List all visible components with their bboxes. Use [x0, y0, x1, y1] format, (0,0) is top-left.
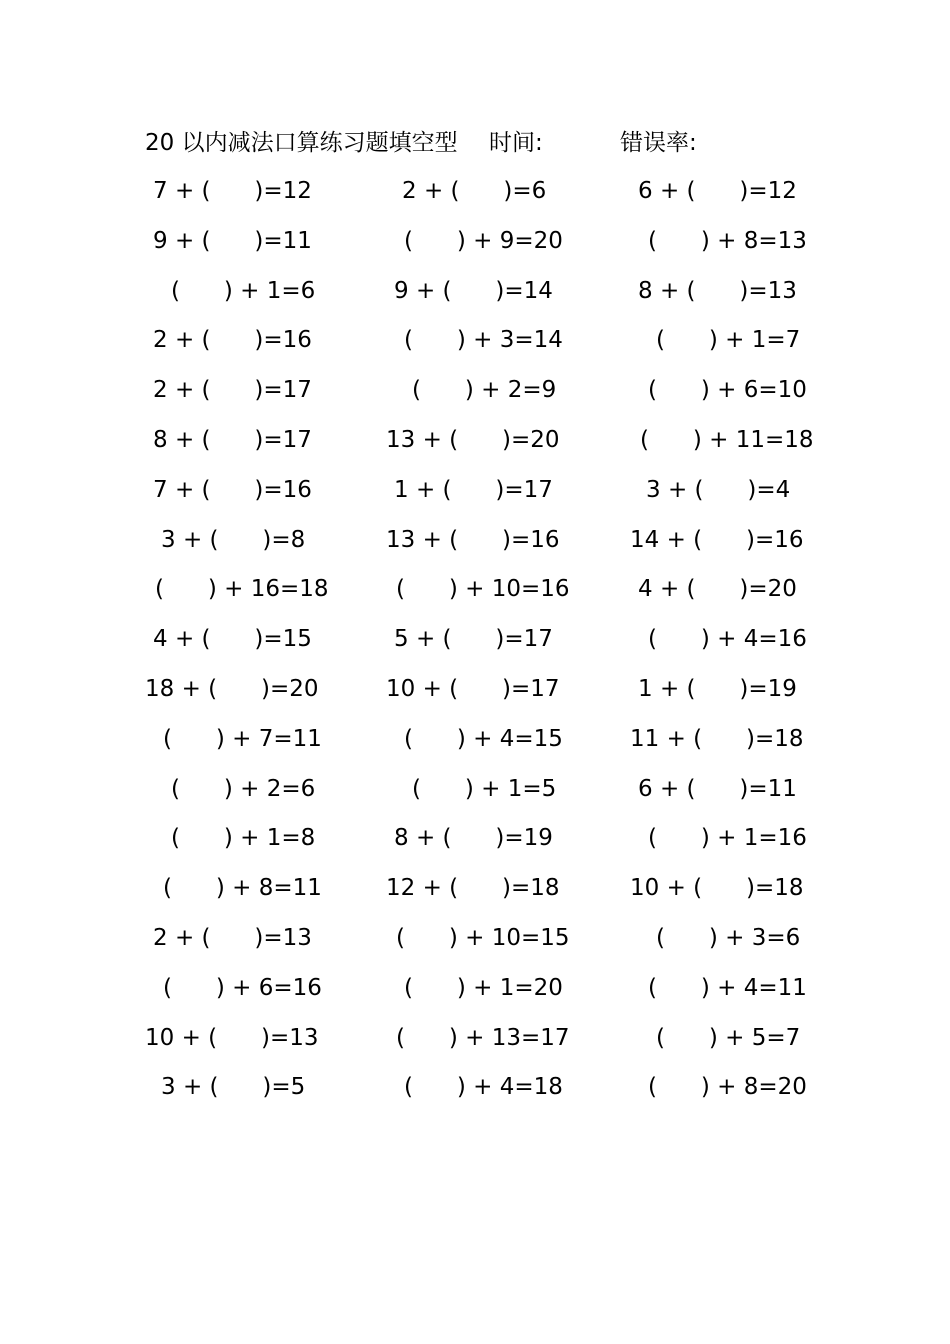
problem-row: [0, 971, 950, 1021]
problem-row: [0, 871, 950, 921]
problem-cell: [630, 373, 810, 407]
problem-text: 2 + ( )=6: [402, 178, 547, 204]
problem-row: [0, 224, 950, 274]
problem-text: ( ) + 8=13: [648, 227, 807, 254]
problem-cell: [386, 473, 566, 507]
problem-cell: [145, 224, 315, 258]
problem-cell: [145, 423, 315, 457]
problem-row: [0, 622, 950, 672]
worksheet-header: [145, 126, 765, 160]
problem-cell: [386, 373, 566, 407]
problem-text: ( ) + 1=7: [656, 327, 801, 354]
problem-text: ( ) + 6=16: [163, 974, 322, 1001]
problem-cell: [386, 274, 566, 308]
problem-cell: [386, 1021, 570, 1055]
problem-cell: [630, 572, 810, 606]
problem-text: 2 + ( )=13: [153, 924, 312, 951]
problem-text: 10 + ( )=13: [145, 1024, 319, 1051]
problem-cell: [630, 772, 810, 806]
problem-text: ( ) + 4=16: [648, 626, 807, 653]
problem-text: ( ) + 3=6: [656, 924, 801, 951]
problem-text: ( ) + 1=6: [171, 277, 316, 304]
problem-text: ( ) + 10=16: [396, 576, 570, 603]
problem-cell: [630, 622, 810, 656]
problem-text: ( ) + 6=10: [648, 377, 807, 404]
problem-row: [0, 772, 950, 822]
problem-cell: [386, 772, 566, 806]
problem-row: [0, 672, 950, 722]
problem-text: 11 + ( )=18: [630, 725, 804, 752]
problem-text: ( ) + 4=18: [404, 1074, 563, 1101]
problem-cell: [386, 224, 566, 258]
problem-text: ( ) + 1=20: [404, 974, 563, 1001]
problem-text: 7 + ( )=12: [153, 178, 312, 204]
problem-cell: [145, 174, 315, 208]
problem-text: 10 + ( )=18: [630, 875, 804, 902]
problem-cell: [145, 1070, 315, 1104]
problem-text: 7 + ( )=16: [153, 476, 312, 503]
problem-cell: [145, 473, 315, 507]
problem-text: 6 + ( )=11: [638, 775, 797, 802]
problem-cell: [386, 323, 566, 357]
problem-cell: [145, 323, 315, 357]
problem-cell: [630, 423, 814, 457]
problem-cell: [145, 722, 322, 756]
problem-text: ( ) + 1=16: [648, 825, 807, 852]
problem-text: ( ) + 8=11: [163, 875, 322, 902]
problem-cell: [145, 274, 315, 308]
problem-row: [0, 174, 950, 224]
problem-text: ( ) + 4=15: [404, 725, 563, 752]
problem-row: [0, 323, 950, 373]
problem-row: [0, 473, 950, 523]
problem-text: 18 + ( )=20: [145, 675, 319, 702]
problem-cell: [630, 274, 810, 308]
problem-cell: [386, 1070, 566, 1104]
problem-text: 8 + ( )=13: [638, 277, 797, 304]
problem-text: 9 + ( )=11: [153, 227, 312, 254]
problem-text: ( ) + 11=18: [640, 426, 814, 453]
problem-cell: [630, 722, 810, 756]
problem-text: 2 + ( )=17: [153, 377, 312, 404]
problem-cell: [145, 373, 315, 407]
problem-cell: [145, 871, 322, 905]
problem-grid: [0, 174, 950, 1120]
problem-cell: [630, 921, 810, 955]
problem-cell: [630, 224, 810, 258]
problem-text: 13 + ( )=20: [386, 426, 560, 453]
problem-cell: [630, 672, 810, 706]
problem-text: ( ) + 2=9: [412, 377, 557, 404]
problem-cell: [386, 523, 566, 557]
problem-text: 8 + ( )=17: [153, 426, 312, 453]
problem-cell: [386, 174, 566, 208]
problem-text: 3 + ( )=4: [646, 476, 791, 503]
problem-row: [0, 722, 950, 772]
problem-row: [0, 373, 950, 423]
problem-cell: [630, 523, 810, 557]
problem-row: [0, 1021, 950, 1071]
problem-text: 13 + ( )=16: [386, 526, 560, 553]
problem-text: ( ) + 4=11: [648, 974, 807, 1001]
problem-cell: [386, 572, 570, 606]
problem-text: 3 + ( )=8: [161, 526, 306, 553]
problem-text: ( ) + 8=20: [648, 1074, 807, 1101]
problem-text: ( ) + 3=14: [404, 327, 563, 354]
problem-cell: [630, 1070, 810, 1104]
problem-cell: [630, 1021, 810, 1055]
problem-cell: [630, 174, 810, 208]
problem-cell: [145, 821, 315, 855]
problem-text: 9 + ( )=14: [394, 277, 553, 304]
problem-cell: [630, 473, 810, 507]
problem-text: 8 + ( )=19: [394, 825, 553, 852]
problem-row: [0, 423, 950, 473]
problem-cell: [386, 821, 566, 855]
problem-cell: [630, 821, 810, 855]
problem-cell: [386, 971, 566, 1005]
problem-text: 4 + ( )=20: [638, 576, 797, 603]
problem-text: ( ) + 13=17: [396, 1024, 570, 1051]
problem-text: 5 + ( )=17: [394, 626, 553, 653]
problem-row: [0, 821, 950, 871]
problem-row: [0, 572, 950, 622]
problem-cell: [145, 772, 315, 806]
problem-text: ( ) + 2=6: [171, 775, 316, 802]
problem-row: [0, 1070, 950, 1120]
problem-cell: [145, 921, 315, 955]
error-rate-label: 错误率:: [620, 130, 697, 156]
problem-cell: [630, 323, 810, 357]
time-label: 时间:: [489, 130, 543, 156]
problem-text: ( ) + 1=5: [412, 775, 557, 802]
problem-cell: [145, 1021, 319, 1055]
problem-cell: [630, 971, 810, 1005]
problem-text: 6 + ( )=12: [638, 178, 797, 204]
problem-cell: [386, 423, 566, 457]
problem-text: 4 + ( )=15: [153, 626, 312, 653]
problem-cell: [630, 871, 810, 905]
problem-row: [0, 274, 950, 324]
problem-row: [0, 523, 950, 573]
problem-row: [0, 921, 950, 971]
problem-text: ( ) + 7=11: [163, 725, 322, 752]
problem-text: 3 + ( )=5: [161, 1074, 306, 1101]
problem-text: 2 + ( )=16: [153, 327, 312, 354]
problem-text: ( ) + 16=18: [155, 576, 329, 603]
problem-text: ( ) + 1=8: [171, 825, 316, 852]
problem-text: ( ) + 10=15: [396, 924, 570, 951]
problem-text: 1 + ( )=17: [394, 476, 553, 503]
problem-cell: [386, 921, 570, 955]
problem-text: 12 + ( )=18: [386, 875, 560, 902]
problem-cell: [145, 971, 322, 1005]
problem-text: ( ) + 9=20: [404, 227, 563, 254]
problem-cell: [145, 672, 319, 706]
problem-cell: [386, 871, 566, 905]
problem-text: ( ) + 5=7: [656, 1024, 801, 1051]
problem-cell: [145, 523, 315, 557]
problem-text: 14 + ( )=16: [630, 526, 804, 553]
problem-text: 1 + ( )=19: [638, 675, 797, 702]
problem-cell: [145, 622, 315, 656]
problem-text: 10 + ( )=17: [386, 675, 560, 702]
problem-cell: [386, 672, 566, 706]
worksheet-title: 20 以内减法口算练习题填空型: [145, 130, 458, 156]
problem-cell: [386, 722, 566, 756]
problem-cell: [386, 622, 566, 656]
problem-cell: [145, 572, 329, 606]
